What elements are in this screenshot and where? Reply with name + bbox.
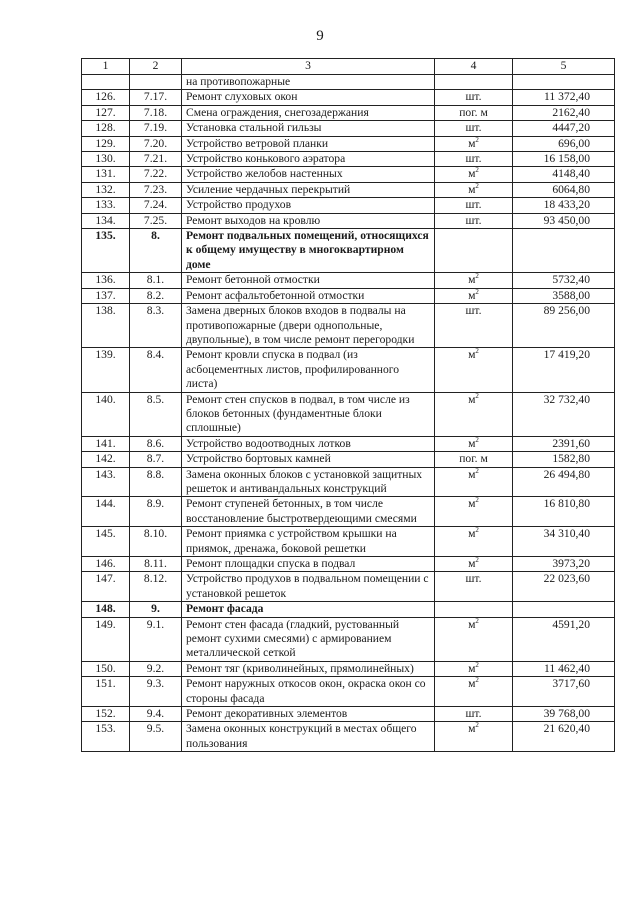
work-name-cell: Ремонт наружных откосов окон, окраска окон со стороны фасада <box>182 677 435 707</box>
section-code-cell: 7.25. <box>130 213 182 228</box>
header-cell-4: 4 <box>435 59 513 75</box>
row-number-cell: 129. <box>82 136 130 151</box>
section-code-cell: 8.1. <box>130 273 182 288</box>
work-name-cell: Ремонт слуховых окон <box>182 90 435 105</box>
unit-cell <box>435 602 513 617</box>
table-row <box>82 722 615 752</box>
row-number-cell: 137. <box>82 288 130 303</box>
unit-cell <box>435 273 513 288</box>
unit-cell <box>435 677 513 707</box>
unit-label: м <box>468 617 476 631</box>
price-cell: 696,00 <box>513 136 615 151</box>
work-name-cell: Установка стальной гильзы <box>182 121 435 136</box>
table-row <box>82 152 615 167</box>
price-cell: 93 450,00 <box>513 213 615 228</box>
row-number-cell: 142. <box>82 452 130 467</box>
table-row <box>82 707 615 722</box>
price-cell: 4447,20 <box>513 121 615 136</box>
row-number-cell: 127. <box>82 105 130 120</box>
work-name-cell: Ремонт приямка с устройством крышки на приямок, дренажа, боковой решетки <box>182 527 435 557</box>
price-cell: 6064,80 <box>513 182 615 197</box>
unit-label: пог. м <box>459 452 488 466</box>
section-code-cell: 8.9. <box>130 497 182 527</box>
price-cell: 26 494,80 <box>513 467 615 497</box>
unit-cell <box>435 557 513 572</box>
price-cell: 18 433,20 <box>513 198 615 213</box>
unit-cell <box>435 617 513 661</box>
page-number: 9 <box>316 28 324 44</box>
unit-exponent: 2 <box>475 272 479 281</box>
header-cell-3: 3 <box>182 59 435 75</box>
unit-cell <box>435 467 513 497</box>
row-number-cell: 128. <box>82 121 130 136</box>
unit-label: м <box>468 167 476 181</box>
work-name-cell: Ремонт подвальных помещений, относящихся к общему имуществу в многоквартирном доме <box>182 229 435 273</box>
unit-exponent: 2 <box>475 347 479 356</box>
price-cell: 17 419,20 <box>513 348 615 392</box>
row-number-cell: 150. <box>82 661 130 676</box>
table-row <box>82 198 615 213</box>
table-row <box>82 602 615 617</box>
unit-label: м <box>468 288 476 302</box>
unit-cell <box>435 436 513 451</box>
work-name-cell: Ремонт тяг (криволинейных, прямолинейных) <box>182 661 435 676</box>
section-code-cell: 7.22. <box>130 167 182 182</box>
header-cell-5: 5 <box>513 59 615 75</box>
header-cell-2: 2 <box>130 59 182 75</box>
work-name-cell: Ремонт стен фасада (гладкий, рустованный ремонт сухими смесями) с армированием металлической сеткой <box>182 617 435 661</box>
row-number-cell: 149. <box>82 617 130 661</box>
price-cell: 3717,60 <box>513 677 615 707</box>
row-number-cell: 147. <box>82 572 130 602</box>
unit-cell <box>435 392 513 436</box>
price-cell <box>513 229 615 273</box>
table-row <box>82 527 615 557</box>
row-number-cell: 148. <box>82 602 130 617</box>
table-row <box>82 661 615 676</box>
section-code-cell: 8.5. <box>130 392 182 436</box>
table-row <box>82 136 615 151</box>
unit-cell <box>435 90 513 105</box>
unit-cell <box>435 136 513 151</box>
header-cell-1: 1 <box>82 59 130 75</box>
work-name-cell: Смена ограждения, снегозадержания <box>182 105 435 120</box>
section-code-cell: 7.19. <box>130 121 182 136</box>
unit-exponent: 2 <box>475 182 479 190</box>
unit-cell <box>435 661 513 676</box>
price-table <box>81 58 615 752</box>
section-code-cell <box>130 75 182 90</box>
unit-exponent: 2 <box>475 617 479 625</box>
row-number-cell: 152. <box>82 707 130 722</box>
table-row <box>82 167 615 182</box>
unit-label: пог. м <box>459 105 488 119</box>
table-row <box>82 121 615 136</box>
price-cell: 3588,00 <box>513 288 615 303</box>
unit-exponent: 2 <box>475 721 479 730</box>
unit-cell <box>435 229 513 273</box>
row-number-cell: 131. <box>82 167 130 182</box>
table-row <box>82 105 615 120</box>
unit-label: м <box>468 467 476 481</box>
price-cell: 32 732,40 <box>513 392 615 436</box>
unit-exponent: 2 <box>475 676 479 685</box>
row-number-cell: 138. <box>82 304 130 348</box>
table-row <box>82 273 615 288</box>
unit-exponent: 2 <box>475 436 479 444</box>
price-cell: 89 256,00 <box>513 304 615 348</box>
price-cell: 16 810,80 <box>513 497 615 527</box>
unit-exponent: 2 <box>475 288 479 296</box>
section-code-cell: 8.8. <box>130 467 182 497</box>
table-row <box>82 677 615 707</box>
table-row <box>82 348 615 392</box>
unit-label: шт. <box>465 707 482 721</box>
section-code-cell: 9.4. <box>130 707 182 722</box>
unit-label: м <box>468 677 476 691</box>
unit-label: м <box>468 527 476 541</box>
unit-cell <box>435 722 513 752</box>
section-code-cell: 7.24. <box>130 198 182 213</box>
row-number-cell: 141. <box>82 436 130 451</box>
table-header-row <box>82 59 615 75</box>
row-number-cell: 153. <box>82 722 130 752</box>
unit-label: м <box>468 436 476 450</box>
row-number-cell: 140. <box>82 392 130 436</box>
unit-cell <box>435 213 513 228</box>
unit-label: шт. <box>465 304 482 318</box>
section-code-cell: 8.6. <box>130 436 182 451</box>
table-row <box>82 304 615 348</box>
work-name-cell: Ремонт асфальтобетонной отмостки <box>182 288 435 303</box>
work-name-cell: Замена оконных конструкций в местах общего пользования <box>182 722 435 752</box>
work-name-cell: на противопожарные <box>182 75 435 90</box>
table-row <box>82 90 615 105</box>
price-cell: 2391,60 <box>513 436 615 451</box>
price-cell: 1582,80 <box>513 452 615 467</box>
work-name-cell: Ремонт фасада <box>182 602 435 617</box>
unit-cell <box>435 105 513 120</box>
table-row <box>82 229 615 273</box>
unit-cell <box>435 121 513 136</box>
unit-exponent: 2 <box>475 556 479 564</box>
row-number-cell: 145. <box>82 527 130 557</box>
row-number-cell: 130. <box>82 152 130 167</box>
price-cell: 11 462,40 <box>513 661 615 676</box>
unit-cell <box>435 304 513 348</box>
table-row <box>82 213 615 228</box>
unit-label: м <box>468 273 476 287</box>
row-number-cell: 134. <box>82 213 130 228</box>
work-name-cell: Устройство продухов в подвальном помещении с установкой решеток <box>182 572 435 602</box>
price-cell: 2162,40 <box>513 105 615 120</box>
table-row <box>82 436 615 451</box>
unit-label: шт. <box>465 121 482 135</box>
section-code-cell: 8.3. <box>130 304 182 348</box>
unit-label: м <box>468 392 476 406</box>
table-row <box>82 452 615 467</box>
price-cell: 4148,40 <box>513 167 615 182</box>
section-code-cell: 7.21. <box>130 152 182 167</box>
section-code-cell: 9.3. <box>130 677 182 707</box>
row-number-cell: 151. <box>82 677 130 707</box>
section-code-cell: 8.12. <box>130 572 182 602</box>
table-row <box>82 288 615 303</box>
unit-exponent: 2 <box>475 526 479 535</box>
table-row <box>82 557 615 572</box>
unit-label: м <box>468 557 476 570</box>
unit-cell <box>435 288 513 303</box>
row-number-cell: 144. <box>82 497 130 527</box>
section-code-cell: 9.5. <box>130 722 182 752</box>
work-name-cell: Замена оконных блоков с установкой защитных решеток и антивандальных конструкций <box>182 467 435 497</box>
section-code-cell: 9. <box>130 602 182 617</box>
unit-exponent: 2 <box>475 136 479 144</box>
section-code-cell: 8.2. <box>130 288 182 303</box>
table-row <box>82 392 615 436</box>
table-row <box>82 467 615 497</box>
work-name-cell: Устройство желобов настенных <box>182 167 435 182</box>
unit-cell <box>435 182 513 197</box>
price-cell: 34 310,40 <box>513 527 615 557</box>
section-code-cell: 9.1. <box>130 617 182 661</box>
table-row <box>82 572 615 602</box>
work-name-cell: Ремонт кровли спуска в подвал (из асбоцементных листов, профилированного листа) <box>182 348 435 392</box>
unit-cell <box>435 348 513 392</box>
work-name-cell: Ремонт стен спусков в подвал, в том числе из блоков бетонных (фундаментные блоки сплошные) <box>182 392 435 436</box>
unit-exponent: 2 <box>475 496 479 505</box>
price-cell: 5732,40 <box>513 273 615 288</box>
row-number-cell: 133. <box>82 198 130 213</box>
row-number-cell: 135. <box>82 229 130 273</box>
row-number-cell: 126. <box>82 90 130 105</box>
price-cell: 39 768,00 <box>513 707 615 722</box>
unit-label: м <box>468 182 476 196</box>
price-cell <box>513 602 615 617</box>
work-name-cell: Ремонт площадки спуска в подвал <box>182 557 435 572</box>
section-code-cell: 7.17. <box>130 90 182 105</box>
unit-cell <box>435 527 513 557</box>
work-name-cell: Ремонт декоративных элементов <box>182 707 435 722</box>
section-code-cell: 7.18. <box>130 105 182 120</box>
unit-cell <box>435 452 513 467</box>
unit-label: шт. <box>465 213 482 227</box>
unit-cell <box>435 152 513 167</box>
section-code-cell: 7.23. <box>130 182 182 197</box>
unit-label: м <box>468 348 476 362</box>
section-code-cell: 8.7. <box>130 452 182 467</box>
section-code-cell: 8.11. <box>130 557 182 572</box>
work-name-cell: Ремонт выходов на кровлю <box>182 213 435 228</box>
section-code-cell: 8.10. <box>130 527 182 557</box>
work-name-cell: Устройство бортовых камней <box>182 452 435 467</box>
unit-label: шт. <box>465 572 482 586</box>
unit-exponent: 2 <box>475 661 479 669</box>
row-number-cell <box>82 75 130 90</box>
price-cell: 4591,20 <box>513 617 615 661</box>
unit-label: шт. <box>465 198 482 212</box>
row-number-cell: 132. <box>82 182 130 197</box>
work-name-cell: Усиление чердачных перекрытий <box>182 182 435 197</box>
price-cell: 22 023,60 <box>513 572 615 602</box>
work-name-cell: Ремонт бетонной отмостки <box>182 273 435 288</box>
unit-label: м <box>468 722 476 736</box>
row-number-cell: 146. <box>82 557 130 572</box>
price-cell: 3973,20 <box>513 557 615 572</box>
unit-cell <box>435 198 513 213</box>
row-number-cell: 136. <box>82 273 130 288</box>
work-name-cell: Устройство ветровой планки <box>182 136 435 151</box>
unit-cell <box>435 707 513 722</box>
section-code-cell: 7.20. <box>130 136 182 151</box>
work-name-cell: Замена дверных блоков входов в подвалы на противопожарные (двери однопольные, двупольные), в том числе ремонт перегородки <box>182 304 435 348</box>
table-row <box>82 497 615 527</box>
unit-label: шт. <box>465 90 482 104</box>
row-number-cell: 143. <box>82 467 130 497</box>
price-cell: 21 620,40 <box>513 722 615 752</box>
unit-label: шт. <box>465 152 482 166</box>
work-name-cell: Ремонт ступеней бетонных, в том числе восстановление быстротвердеющими смесями <box>182 497 435 527</box>
work-name-cell: Устройство продухов <box>182 198 435 213</box>
price-cell: 11 372,40 <box>513 90 615 105</box>
price-cell: 16 158,00 <box>513 152 615 167</box>
unit-label: м <box>468 136 476 150</box>
price-cell <box>513 75 615 90</box>
work-name-cell: Устройство конькового аэратора <box>182 152 435 167</box>
table-row <box>82 75 615 90</box>
section-code-cell: 8.4. <box>130 348 182 392</box>
unit-label: м <box>468 661 476 675</box>
unit-cell <box>435 75 513 90</box>
row-number-cell: 139. <box>82 348 130 392</box>
unit-exponent: 2 <box>475 392 479 400</box>
table-row <box>82 617 615 661</box>
unit-cell <box>435 167 513 182</box>
section-code-cell: 9.2. <box>130 661 182 676</box>
table-row <box>82 182 615 197</box>
unit-exponent: 2 <box>475 166 479 175</box>
unit-cell <box>435 497 513 527</box>
unit-cell <box>435 572 513 602</box>
work-name-cell: Устройство водоотводных лотков <box>182 436 435 451</box>
unit-exponent: 2 <box>475 467 479 475</box>
section-code-cell: 8. <box>130 229 182 273</box>
unit-label: м <box>468 497 476 511</box>
